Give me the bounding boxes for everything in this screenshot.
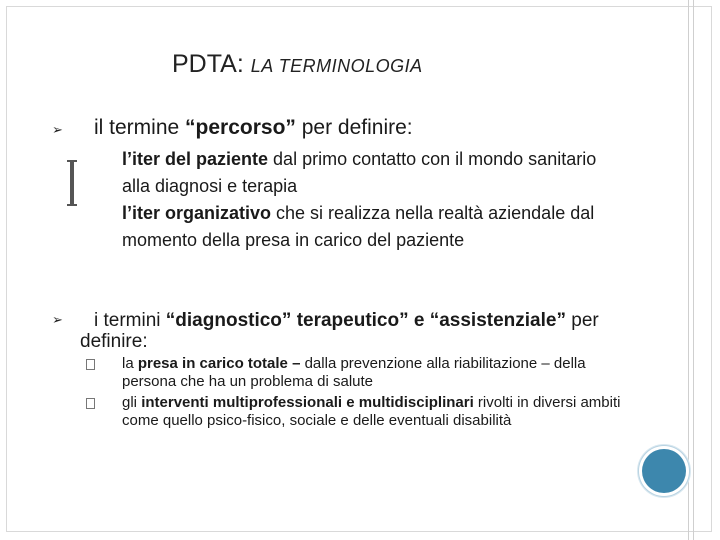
subpoint-presa-term: presa in carico totale – bbox=[137, 355, 301, 372]
slide-frame bbox=[6, 6, 712, 532]
subpoint-presa-text: dalla prevenzione alla riabilitazione – della persona che ha un problema di salute bbox=[122, 355, 586, 390]
title-subtitle: LA TERMINOLOGIA bbox=[250, 56, 423, 76]
slide-side-rule bbox=[688, 0, 694, 540]
subpoint-interventi bbox=[122, 394, 632, 430]
title-main: PDTA: bbox=[172, 50, 244, 78]
point-percorso-pre: il termine bbox=[94, 116, 186, 139]
subpoint-iter-paziente bbox=[122, 146, 622, 200]
subpoint-interventi-term: interventi multiprofessionali e multidisciplinari bbox=[141, 394, 474, 411]
slide-title bbox=[172, 50, 423, 79]
vertical-bar-icon bbox=[70, 162, 74, 204]
subpoint-iter-paziente-text: dal primo contatto con il mondo sanitario alla diagnosi e terapia bbox=[122, 149, 597, 196]
point-termini-post: per definire: bbox=[80, 310, 599, 352]
arrow-bullet-icon: ➢ bbox=[52, 312, 63, 327]
point-termini bbox=[80, 310, 600, 352]
subpoint-presa-pre: la bbox=[122, 355, 138, 372]
subpoint-iter-organizzativo-text: che si realizza nella realtà aziendale dal momento della presa in carico del paziente bbox=[122, 203, 595, 250]
subpoint-presa-in-carico bbox=[122, 355, 632, 391]
point-percorso-term: “percorso” bbox=[185, 116, 296, 139]
point-percorso bbox=[94, 116, 413, 140]
subpoint-iter-organizzativo bbox=[122, 200, 622, 254]
point-termini-terms: “diagnostico” terapeutico” e “assistenziale” bbox=[165, 310, 566, 331]
subpoint-interventi-pre: gli bbox=[122, 394, 142, 411]
point-percorso-post: per definire: bbox=[295, 116, 413, 139]
point-termini-pre: i termini bbox=[94, 310, 166, 331]
arrow-bullet-icon: ➢ bbox=[52, 122, 63, 137]
decorative-circle bbox=[642, 449, 686, 493]
subpoint-iter-organizzativo-term: l’iter organizativo bbox=[122, 203, 272, 223]
subpoint-interventi-text: rivolti in diversi ambiti come quello psico-fisico, sociale e delle eventuali disabilità bbox=[122, 394, 621, 429]
subpoint-iter-paziente-term: l’iter del paziente bbox=[122, 149, 269, 169]
checkbox-bullet-icon bbox=[86, 398, 95, 409]
checkbox-bullet-icon bbox=[86, 359, 95, 370]
